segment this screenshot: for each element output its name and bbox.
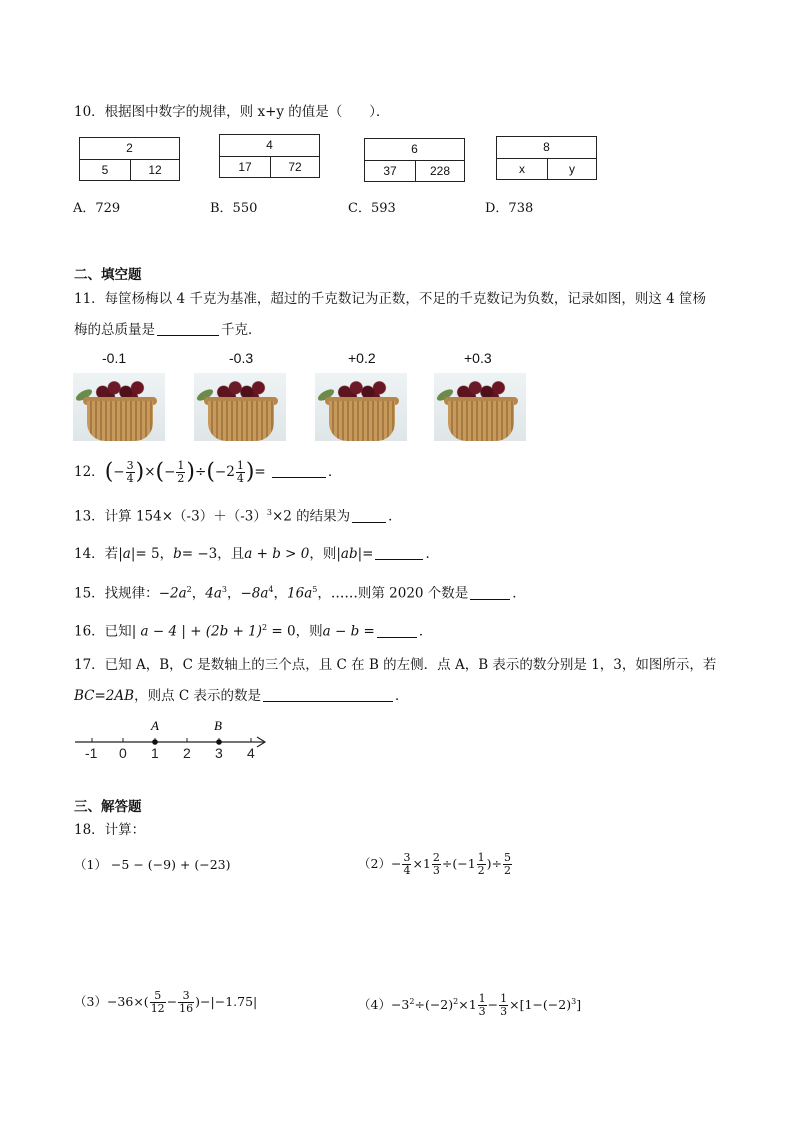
q17-text: ，则点 C 表示的数是 <box>134 688 261 704</box>
bayberry-basket-image-4 <box>434 373 526 441</box>
question-10-text: 10．根据图中数字的规律，则 x+y 的值是（ ）． <box>74 104 390 120</box>
number-box-1 <box>79 137 180 181</box>
question-18-part-2: （2）− $\frac{3}{4}$ ×1 $\frac{2}{3}$ ÷(−1 $\frac{1}{2}$ )÷ $\frac{5}{2}$ <box>358 851 512 877</box>
bayberry-basket-image-2 <box>194 373 286 441</box>
answer-blank[interactable] <box>377 623 417 638</box>
box-left: 5 <box>80 160 131 181</box>
tick-label: 2 <box>183 745 191 761</box>
question-18-part-3: （3）−36×( $\frac{5}{12}$ − $\frac{3}{16}$ )−|−1.75| <box>74 989 258 1015</box>
option-a: A．729 <box>73 201 121 216</box>
question-11-line1: 11．每筐杨梅以 4 千克为基准，超过的千克数记为正数，不足的千克数记为负数，记录如图，则这 4 筐杨 <box>74 291 707 307</box>
question-13 <box>74 504 402 526</box>
question-12: 12．(− $\frac{3}{4}$ )×(− $\frac{1}{2}$ )÷(−2 $\frac{1}{4}$ )= ． <box>74 459 342 485</box>
q14-text-b: = 5， <box>135 546 174 562</box>
point-a-label: A <box>151 718 159 733</box>
box-top: 2 <box>80 138 179 160</box>
number-box-2 <box>219 134 320 178</box>
q14-condition: a + b > 0 <box>244 546 310 562</box>
fraction: $\frac{1}{4}$ <box>236 459 244 485</box>
q14-text-d: = −3，且 <box>181 546 245 562</box>
fraction: $\frac{3}{4}$ <box>126 459 134 485</box>
basket-label-3: +0.2 <box>348 350 376 366</box>
option-d: D．738 <box>485 201 534 216</box>
question-18-part-1: （1） −5 − (−9) + (−23) <box>74 857 231 872</box>
box-top: 6 <box>365 139 464 161</box>
q14-text-f: ，则 <box>309 546 337 562</box>
q14-end: ． <box>425 546 439 562</box>
box-left: 37 <box>365 161 416 182</box>
question-15: 15．找规律：$-2a^2$，$4a^3$，$-8a^4$，$16a^5$，……则第 2020 个数是 ． <box>74 585 526 602</box>
number-line-diagram <box>72 716 272 762</box>
q14-ab: ab <box>340 546 358 562</box>
box-left: 17 <box>220 157 271 178</box>
answer-blank[interactable] <box>157 321 219 336</box>
q14-eq: = <box>362 546 374 562</box>
q16-text-b: = 0，则 <box>267 623 323 640</box>
box-right: 12 <box>148 163 162 177</box>
box-right: 72 <box>288 160 302 174</box>
basket-label-2: -0.3 <box>229 350 254 366</box>
q17-condition: BC=2AB <box>74 688 135 704</box>
box-left: x <box>497 159 548 180</box>
fraction: $\frac{1}{2}$ <box>177 459 185 485</box>
q16-eq: = <box>359 623 375 640</box>
q15-text-a: 15．找规律： <box>74 585 159 602</box>
tick-label: -1 <box>85 745 98 761</box>
q16-end: ． <box>418 623 433 640</box>
bayberry-basket-image-3 <box>315 373 407 441</box>
q11-text-b: 千克． <box>221 322 262 338</box>
box-right: 228 <box>429 164 451 178</box>
q15-text-b: ，……则第 2020 个数是 <box>317 585 469 602</box>
answer-blank[interactable] <box>470 585 510 600</box>
q16-a-minus-b: a − b <box>322 623 360 640</box>
number-box-3 <box>364 138 465 182</box>
question-16: 16．已知| a − 4 | + $(2b + 1)^2 = 0$，则a − b = ． <box>74 623 433 640</box>
tick-label: 4 <box>247 745 255 761</box>
tick-label: 3 <box>215 745 223 761</box>
point-b-label: B <box>214 718 222 733</box>
basket-label-1: -0.1 <box>102 350 127 366</box>
tick-label: 0 <box>119 745 127 761</box>
q14-text-a: 14．若 <box>74 546 119 562</box>
box-top: 8 <box>497 137 596 159</box>
q12-number: 12． <box>74 464 105 480</box>
section-answer-title: 三、解答题 <box>74 799 142 815</box>
question-18-part-4: $(4)-3^2\div(-2)^2\times 1$ $\frac{1}{3}$ − $\frac{1}{3}$ $\times[1-(-2)^3]$ <box>358 992 582 1019</box>
question-18-title: 18．计算： <box>74 822 146 838</box>
box-right: y <box>569 162 575 176</box>
answer-blank[interactable] <box>263 687 393 702</box>
question-17-line2 <box>74 687 409 705</box>
question-17-line1: 17．已知 A，B，C 是数轴上的三个点，且 C 在 B 的左侧．点 A，B 表示的数分别是 1，3，如图所示，若 <box>74 657 717 673</box>
question-11-line2 <box>74 321 262 339</box>
q13-text-b: ×2 的结果为 <box>271 508 351 525</box>
question-14: 14．若|a|= 5，b= −3，且a + b > 0，则|ab|= ． <box>74 546 439 562</box>
basket-label-4: +0.3 <box>464 350 492 366</box>
q13-end: ． <box>388 508 402 525</box>
q14-var-b: b <box>173 546 182 562</box>
tick-label: 1 <box>151 745 159 761</box>
answer-blank[interactable] <box>272 463 326 478</box>
point-b-dot <box>216 739 222 745</box>
number-box-4 <box>496 136 597 180</box>
section-fill-in-title: 二、填空题 <box>74 267 142 283</box>
q16-expression: | a − 4 | + (2b + 1) <box>131 623 263 640</box>
bayberry-basket-image-1 <box>73 373 165 441</box>
box-top: 4 <box>220 135 319 157</box>
point-a-dot <box>152 739 158 745</box>
answer-blank[interactable] <box>375 545 423 560</box>
answer-blank[interactable] <box>352 508 386 523</box>
q17-end: ． <box>395 688 409 704</box>
option-b: B．550 <box>210 201 258 216</box>
q16-text-a: 16．已知 <box>74 623 132 640</box>
q11-text-a: 梅的总质量是 <box>74 322 155 338</box>
option-c: C．593 <box>348 201 396 216</box>
q13-exponent: 3 <box>266 508 272 517</box>
q13-text: 13．计算 154×（-3）＋（-3） <box>74 508 267 525</box>
q15-end: ． <box>512 585 526 602</box>
